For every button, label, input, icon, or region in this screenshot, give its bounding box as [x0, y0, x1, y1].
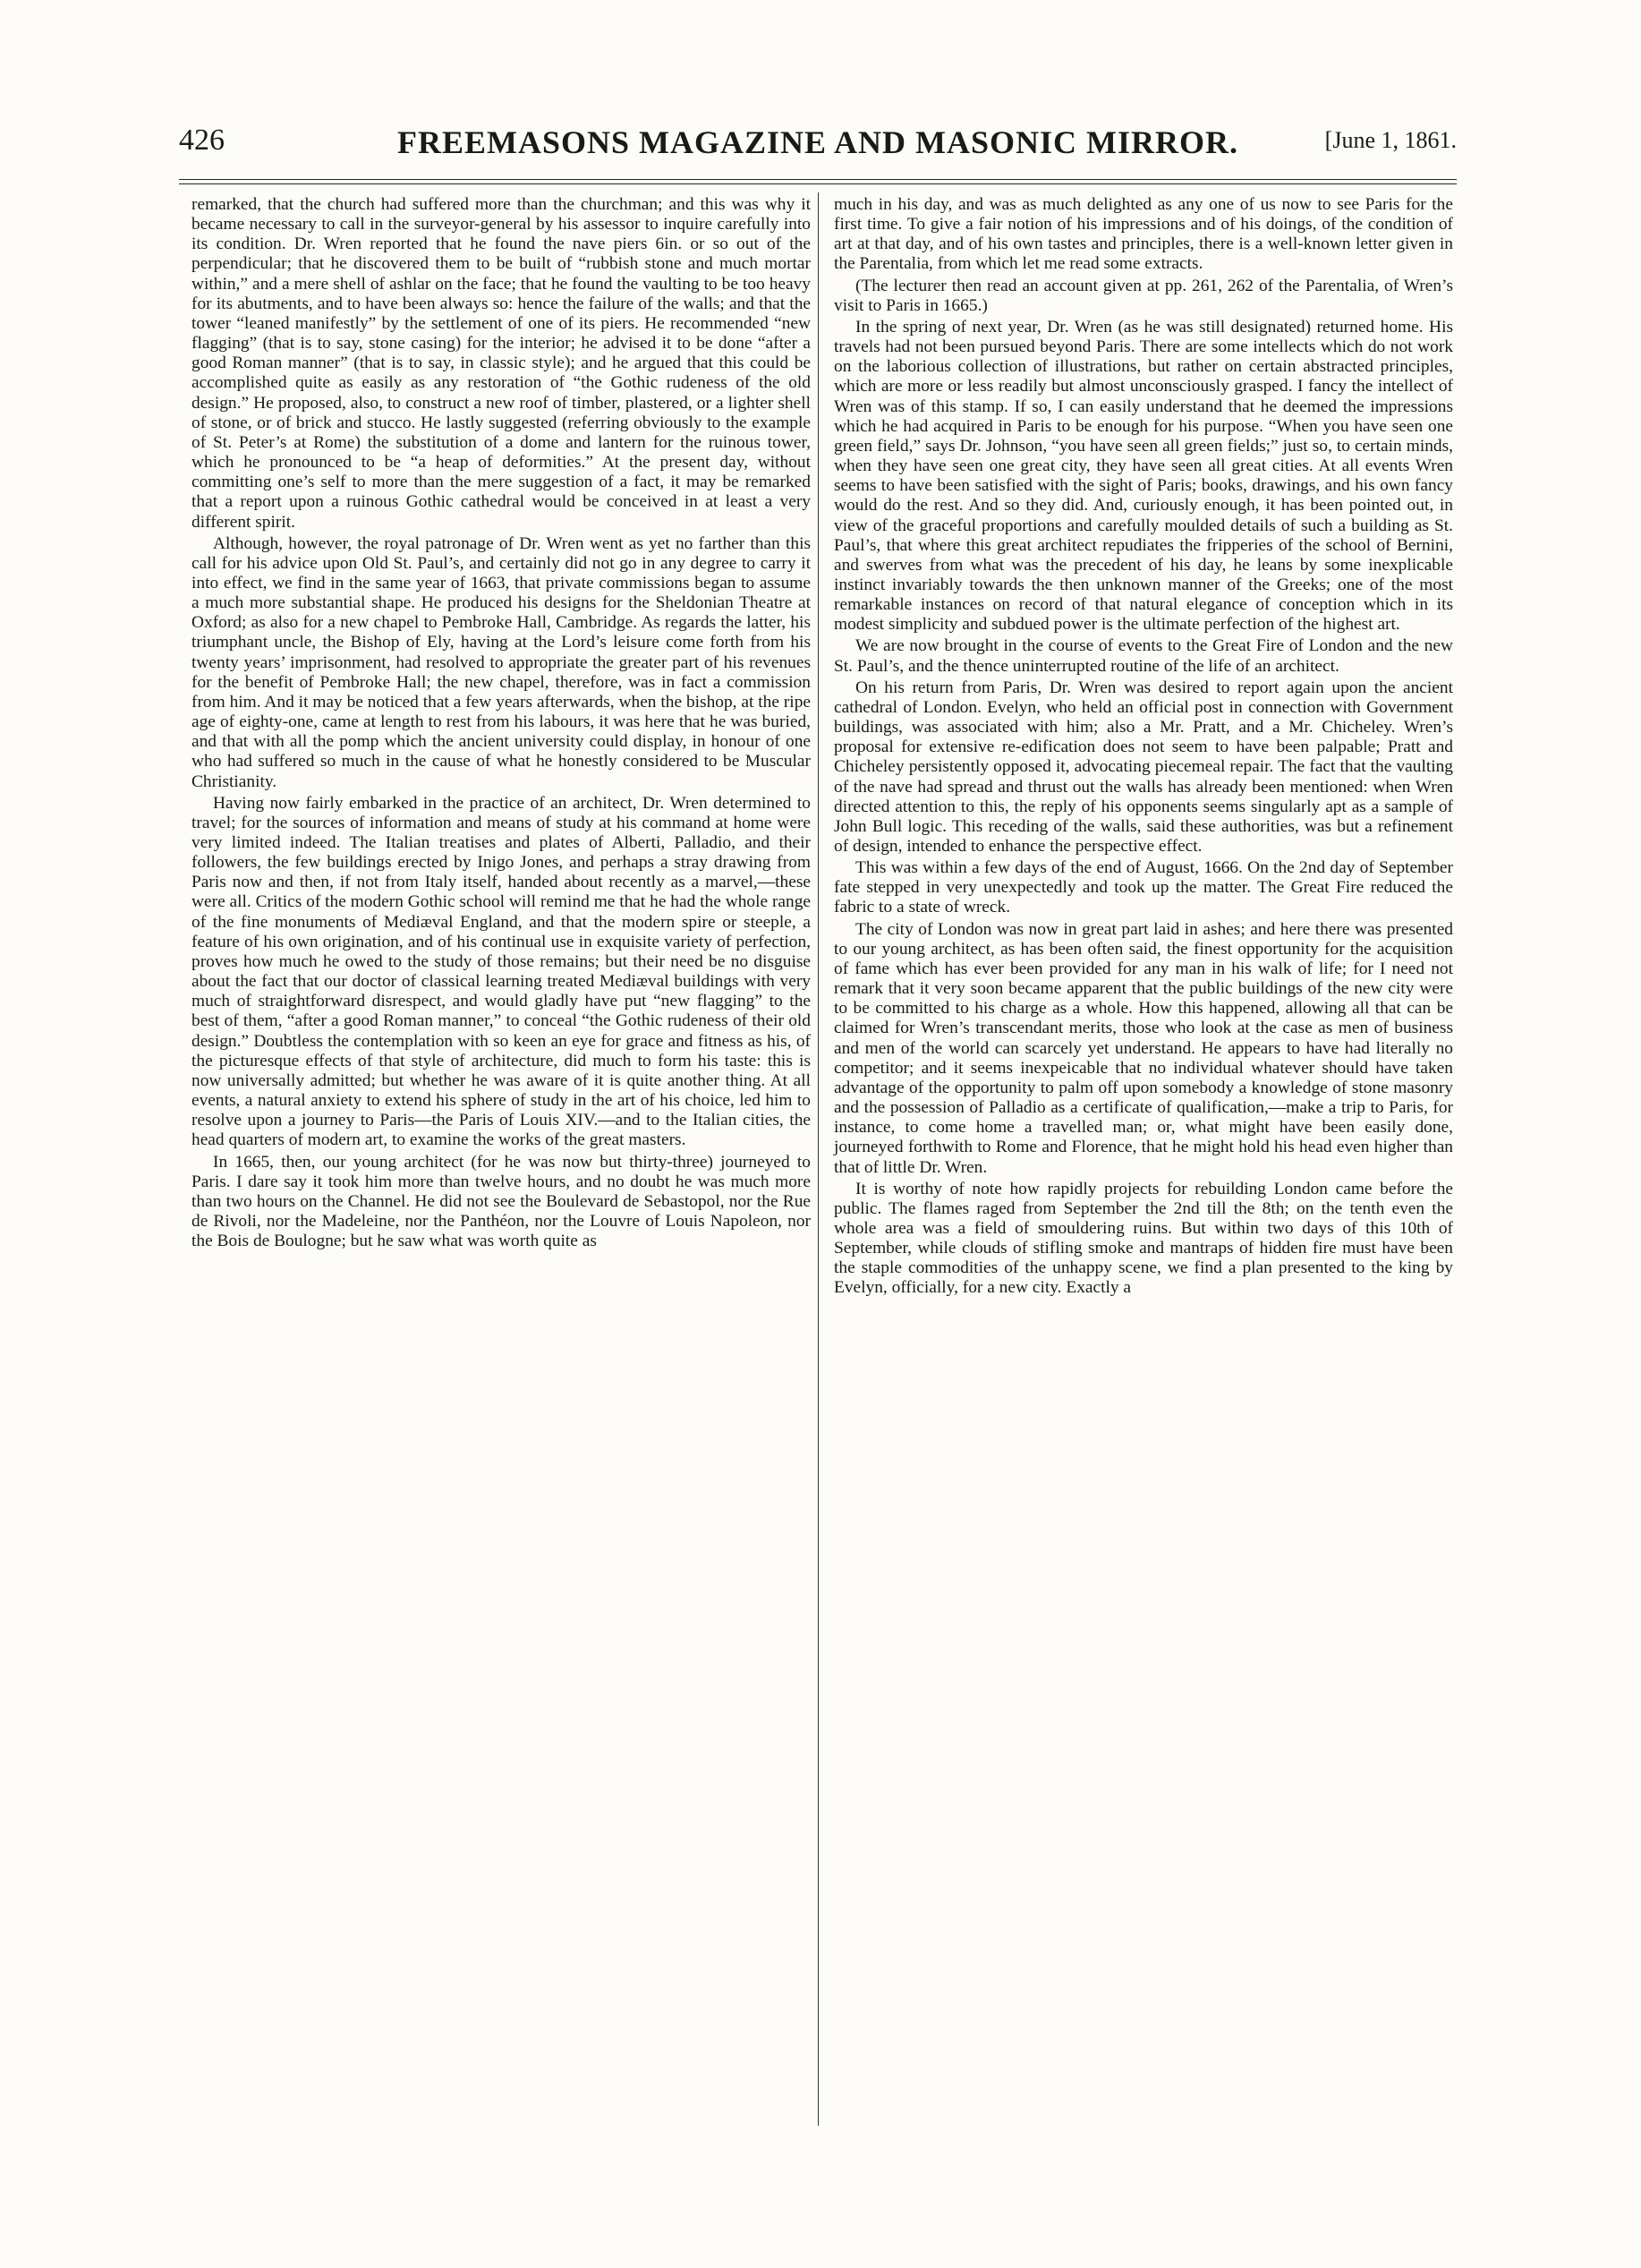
paragraph: (The lecturer then read an account given at pp. 261, 262 of the Parentalia, of Wren’s visit to Paris in 1665.): [834, 276, 1453, 315]
paragraph: The city of London was now in great part laid in ashes; and here there was presented to our young architect, as has been often said, the finest opportunity for the acquisition of fame which has ever been provided for any man in his walk of life; for I need not remark that it very soon became apparent that the public buildings of the new city were to be committed to his charge as a whole. How this happened, allowing all that can be claimed for Wren’s transcendant merits, those who look at the case as men of business and men of the world can scarcely yet understand. He appears to have had literally no competitor; and it seems inexpeicable that no individual whatever should have taken advantage of the opportunity to palm off upon somebody a knowledge of stone masonry and the possession of Palladio as a certificate of qualification,—make a trip to Paris, for instance, to come home a travelled man; or, what might have been easily done, journeyed forthwith to Rome and Florence, that he might hold his head even higher than that of little Dr. Wren.: [834, 919, 1453, 1177]
header-rule-bottom: [179, 183, 1457, 184]
paragraph: In the spring of next year, Dr. Wren (as he was still designated) returned home. His travels had not been pursued beyond Paris. There are some intellects which do not work on the laborious collection of illustrations, but rather on certain abstracted principles, which are more or less readily but almost unconsciously grasped. I fancy the intellect of Wren was of this stamp. If so, I can easily understand that he deemed the impressions which he had acquired in Paris to be enough for his purpose. “When you have seen one green field,” says Dr. Johnson, “you have seen all green fields;” just so, to certain minds, when they have seen one great city, they have seen all great cities. At all events Wren seems to have been satisfied with the sight of Paris; books, drawings, and his own fancy would do the rest. And so they did. And, curiously enough, it has been pointed out, in view of the graceful proportions and carefully moulded details of such a building as St. Paul’s, that where this great architect repudiates the fripperies of the school of Bernini, and swerves from what was the precedent of his day, he leans by some inexplicable instinct invariably towards the then unknown manner of the Greeks; one of the most remarkable instances on record of that natural elegance of conception which in its modest simplicity and subdued power is the ultimate perfection of the highest art.: [834, 317, 1453, 635]
paragraph: remarked, that the church had suffered more than the churchman; and this was why it became necessary to call in the surveyor-general by his assessor to inquire carefully into its condition. Dr. Wren reported that he found the nave piers 6in. or so out of the perpendicular; that he discovered them to be built of “rubbish stone and much mortar within,” and a mere shell of ashlar on the face; that he found the vaulting to be too heavy for its abutments, and to have been always so: hence the failure of the walls; and that the tower “leaned manifestly” by the settlement of one of its piers. He recommended “new flagging” (that is to say, stone casing) for the interior; he advised it to be done “after a good Roman manner” (that is to say, in classic style); and he argued that this could be accomplished quite as easily as any restoration of “the Gothic rudeness of the old design.” He proposed, also, to construct a new roof of timber, plastered, or a lighter shell of stone, or of brick and stucco. He lastly suggested (referring obviously to the example of St. Peter’s at Rome) the substitution of a dome and lantern for the ruinous tower, which he pronounced to be “a heap of deformities.” At the present day, without committing one’s self to more than the mere suggestion of a fact, it may be remarked that a report upon a ruinous Gothic cathedral would be conceived in at least a very different spirit.: [191, 195, 811, 532]
right-column: [834, 195, 1453, 1299]
paragraph: Although, however, the royal patronage of Dr. Wren went as yet no farther than this call for his advice upon Old St. Paul’s, and certainly did not go in any degree to carry it into effect, we find in the same year of 1663, that private commissions began to assume a much more substantial shape. He produced his designs for the Sheldonian Theatre at Oxford; as also for a new chapel to Pembroke Hall, Cambridge. As regards the latter, his triumphant uncle, the Bishop of Ely, having at the Lord’s leisure come forth from his twenty years’ imprisonment, had resolved to appropriate the greater part of his revenues for the benefit of Pembroke Hall; the new chapel, therefore, was in fact a commission from him. And it may be noticed that a few years afterwards, when the bishop, at the ripe age of eighty-one, came at length to rest from his labours, it was here that he was buried, and that with all the pomp which the ancient university could display, in honour of one who had suffered so much in the cause of what he honestly considered to be Muscular Christianity.: [191, 533, 811, 791]
paragraph: We are now brought in the course of events to the Great Fire of London and the new St. Paul’s, and the thence uninterrupted routine of the life of an architect.: [834, 636, 1453, 676]
paragraph: much in his day, and was as much delighted as any one of us now to see Paris for the first time. To give a fair notion of his impressions and of his doings, of the condition of art at that day, and of his own tastes and principles, there is a well-known letter given in the Parentalia, from which let me read some extracts.: [834, 195, 1453, 274]
header-rule-top: [179, 179, 1457, 180]
paragraph: It is worthy of note how rapidly projects for rebuilding London came before the public. The flames raged from September the 2nd till the 8th; on the tenth even the whole area was a field of smouldering ruins. But within two days of this 10th of September, while clouds of stifling smoke and mantraps of hidden fire must have been the staple commodities of the unhappy scene, we find a plan presented to the king by Evelyn, officially, for a new city. Exactly a: [834, 1179, 1453, 1298]
issue-date: [June 1, 1861.: [1324, 127, 1457, 153]
paragraph: Having now fairly embarked in the practice of an architect, Dr. Wren determined to travel; for the sources of information and means of study at his command at home were very limited indeed. The Italian treatises and plates of Alberti, Palladio, and their followers, the few buildings erected by Inigo Jones, and perhaps a stray drawing from Paris now and then, if not from Italy itself, handed about recently as a marvel,—these were all. Critics of the modern Gothic school will remind me that he had the whole range of the fine monuments of Mediæval England, and that the modern spire or steeple, a feature of his own origination, and of his continual use in exquisite variety of perfection, proves how much he owed to the study of those remains; but their need be no disguise about the fact that our doctor of classical learning treated Mediæval buildings with very much of straightforward disrespect, and would gladly have put “new flagging” to the best of them, “after a good Roman manner,” to conceal “the Gothic rudeness of their old design.” Doubtless the contemplation with so keen an eye for grace and fitness as his, of the picturesque effects of that style of architecture, did much to form his taste: this is now universally admitted; but whether he was aware of it is quite another thing. At all events, a natural anxiety to extend his sphere of study in the art of his choice, led him to resolve upon a journey to Paris—the Paris of Louis XIV.—and to the Italian cities, the head quarters of modern art, to examine the works of the great masters.: [191, 793, 811, 1150]
column-divider: [818, 192, 819, 2126]
paragraph: On his return from Paris, Dr. Wren was desired to report again upon the ancient cathedral of London. Evelyn, who held an official post in connection with Government buildings, was associated with him; also a Mr. Pratt, and a Mr. Chicheley. Wren’s proposal for extensive re-edification does not seem to have been palpable; Pratt and Chicheley persistently opposed it, advocating piecemeal repair. The fact that the vaulting of the nave had spread and thrust out the walls has already been mentioned: when Wren directed attention to this, the reply of his opponents seems singularly apt as a sample of John Bull logic. This receding of the walls, said these authorities, was but a refinement of design, intended to enhance the perspective effect.: [834, 678, 1453, 856]
page-header: [179, 124, 1457, 168]
paragraph: This was within a few days of the end of August, 1666. On the 2nd day of September fate stepped in very unexpectedly and took up the matter. The Great Fire reduced the fabric to a state of wreck.: [834, 858, 1453, 917]
magazine-title: FREEMASONS MAGAZINE AND MASONIC MIRROR.: [396, 124, 1239, 160]
paragraph: In 1665, then, our young architect (for he was now but thirty-three) journeyed to Paris. I dare say it took him more than twelve hours, and no doubt he was much more than two hours on the Channel. He did not see the Boulevard de Sebastopol, nor the Rue de Rivoli, nor the Madeleine, nor the Panthéon, nor the Louvre of Louis Napoleon, nor the Bois de Boulogne; but he saw what was worth quite as: [191, 1152, 811, 1251]
page-number: 426: [179, 124, 225, 157]
left-column: [191, 195, 811, 1251]
